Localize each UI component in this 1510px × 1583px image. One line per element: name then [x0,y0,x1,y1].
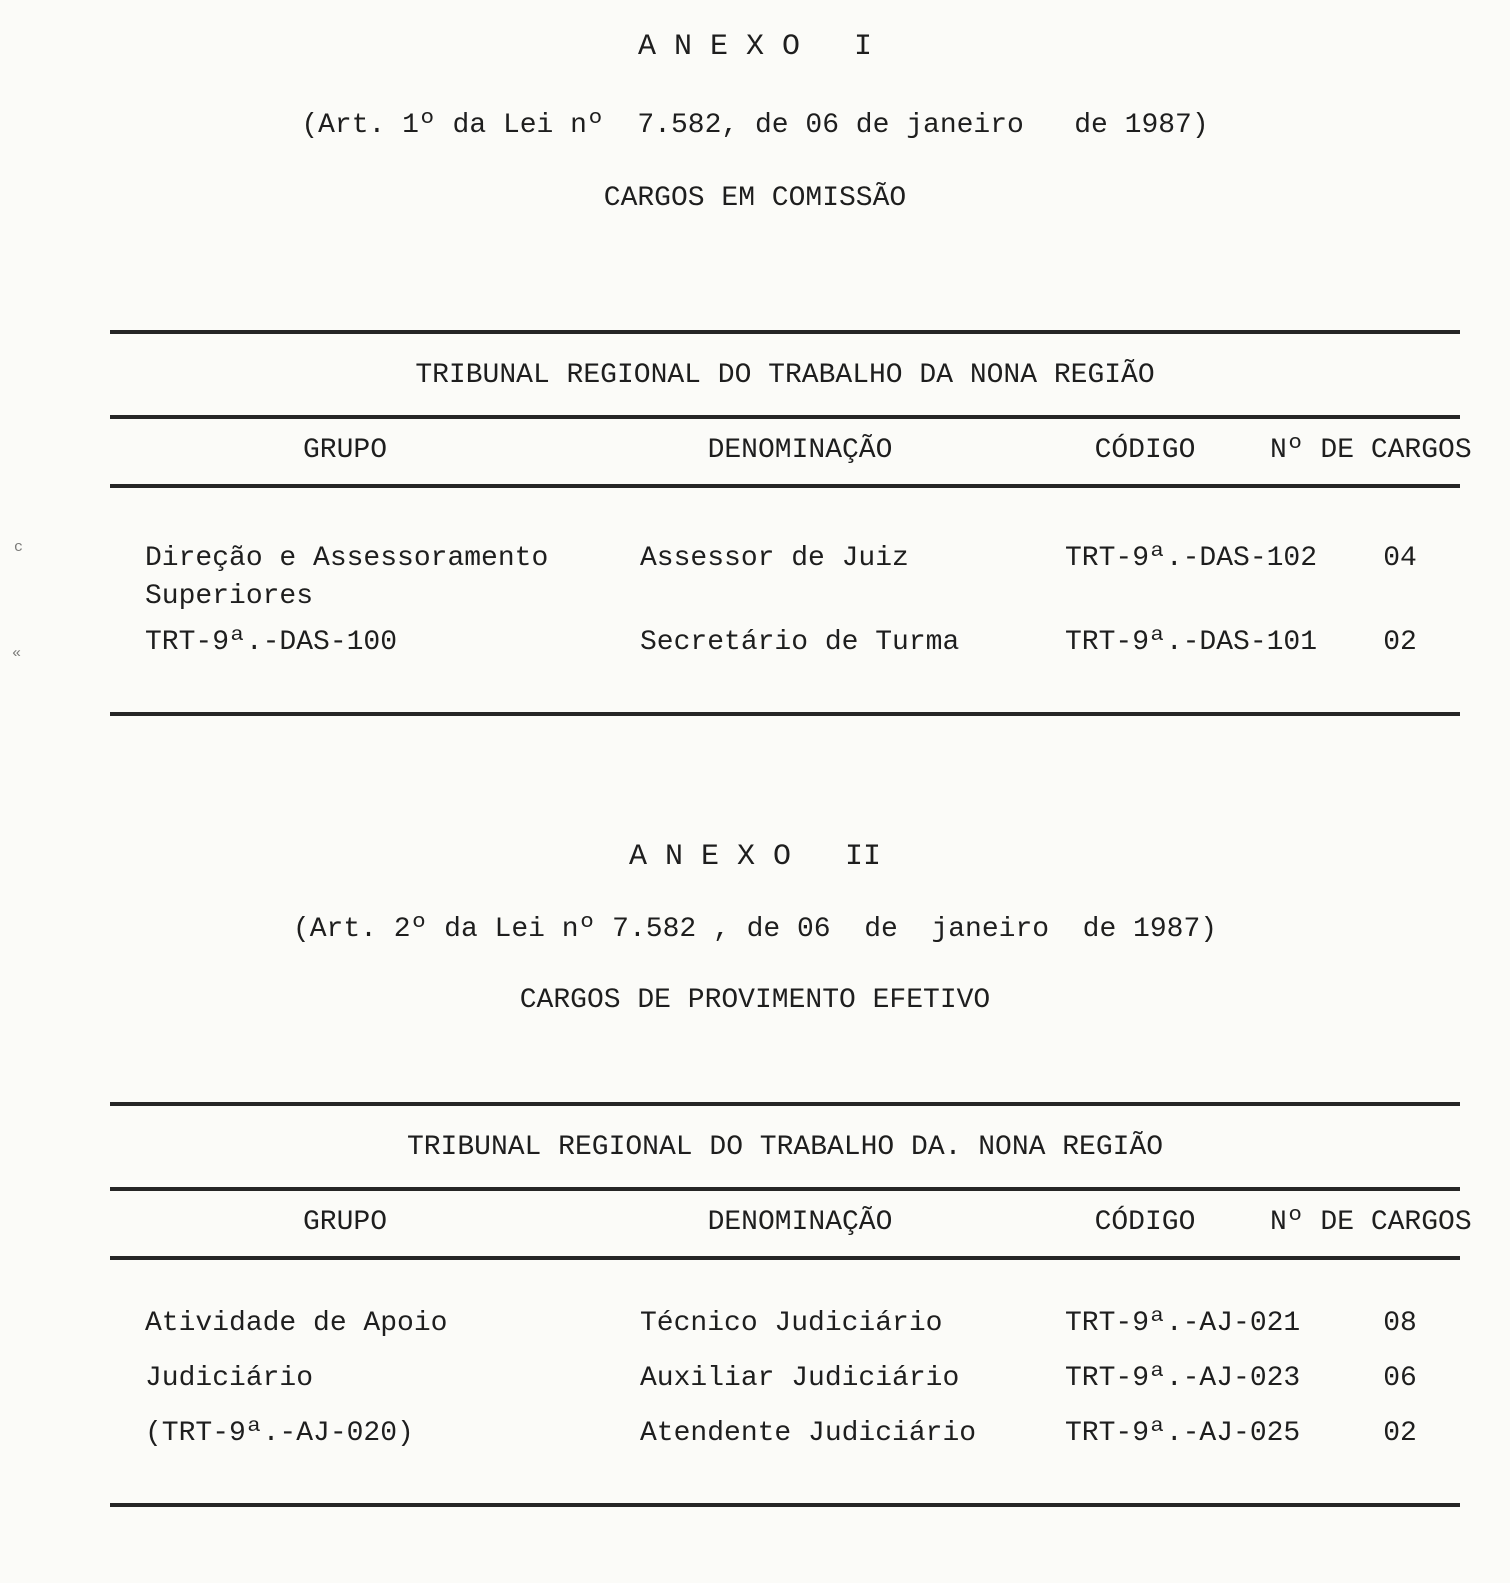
anexo2-subtitle: (Art. 2º da Lei nº 7.582 , de 06 de janeiro de 1987) [292,914,1218,945]
anexo1-table [110,330,1472,716]
cell-codigo: TRT-9ª.-DAS-101 [1065,627,1318,658]
table-row [110,540,1460,578]
cell-codigo: TRT-9ª.-DAS-102 [1065,543,1318,574]
table-row [110,1296,1460,1351]
cell-num-cargos: 04 [1383,543,1417,574]
cell-num-cargos: 02 [1383,1418,1417,1449]
cell-denominacao: Assessor de Juiz [640,543,909,574]
anexo2-table-title: TRIBUNAL REGIONAL DO TRABALHO DA. NONA REGIÃO [406,1132,1164,1163]
table-row [110,624,1460,662]
anexo1-section [0,0,1510,716]
column-header-denominacao: DENOMINAÇÃO [707,435,893,466]
anexo2-table-body [110,1260,1460,1503]
scan-artifact: « [12,645,22,662]
cell-denominacao: Técnico Judiciário [640,1308,943,1339]
cell-codigo: TRT-9ª.-AJ-023 [1065,1363,1301,1394]
cell-num-cargos: 08 [1383,1308,1417,1339]
cell-num-cargos [1270,578,1460,616]
column-header-num-cargos: Nº DE CARGOS [1270,1207,1472,1238]
column-header-num-cargos: Nº DE CARGOS [1270,435,1472,466]
cell-codigo [1020,578,1270,616]
column-header-denominacao: DENOMINAÇÃO [707,1207,893,1238]
anexo2-section [0,716,1510,1507]
anexo2-caption: CARGOS DE PROVIMENTO EFETIVO [519,985,991,1016]
cell-grupo: TRT-9ª.-DAS-100 [145,627,398,658]
cell-grupo: (TRT-9ª.-AJ-020) [145,1418,414,1449]
column-header-codigo: CÓDIGO [1094,435,1196,466]
anexo1-table-body [110,488,1460,712]
anexo2-table-header-row [110,1191,1472,1256]
table-row [110,1406,1460,1461]
anexo1-caption: CARGOS EM COMISSÃO [603,183,907,214]
cell-codigo: TRT-9ª.-AJ-025 [1065,1418,1301,1449]
cell-denominacao: Secretário de Turma [640,627,960,658]
column-header-grupo: GRUPO [302,1207,387,1238]
cell-num-cargos: 02 [1383,627,1417,658]
anexo1-table-title: TRIBUNAL REGIONAL DO TRABALHO DA NONA REGIÃO [415,360,1155,391]
column-header-grupo: GRUPO [302,435,387,466]
cell-codigo: TRT-9ª.-AJ-021 [1065,1308,1301,1339]
column-header-codigo: CÓDIGO [1094,1207,1196,1238]
cell-grupo: Atividade de Apoio [145,1308,448,1339]
cell-grupo: Direção e Assessoramento [145,543,549,574]
cell-denominacao: Auxiliar Judiciário [640,1363,960,1394]
cell-denominacao [580,578,1020,616]
anexo1-subtitle: (Art. 1º da Lei nº 7.582, de 06 de janeiro de 1987) [301,110,1209,141]
table-row [110,1351,1460,1406]
table-row [110,578,1460,616]
anexo2-table [110,1102,1472,1507]
cell-grupo: Superiores [145,581,314,612]
anexo2-title: A N E X O II [628,840,882,874]
cell-grupo: Judiciário [145,1363,314,1394]
horizontal-rule [110,1503,1460,1507]
scan-artifact: c [14,539,24,556]
anexo1-title: A N E X O I [637,30,873,64]
cell-num-cargos: 06 [1383,1363,1417,1394]
cell-denominacao: Atendente Judiciário [640,1418,977,1449]
anexo1-table-header-row [110,419,1472,484]
